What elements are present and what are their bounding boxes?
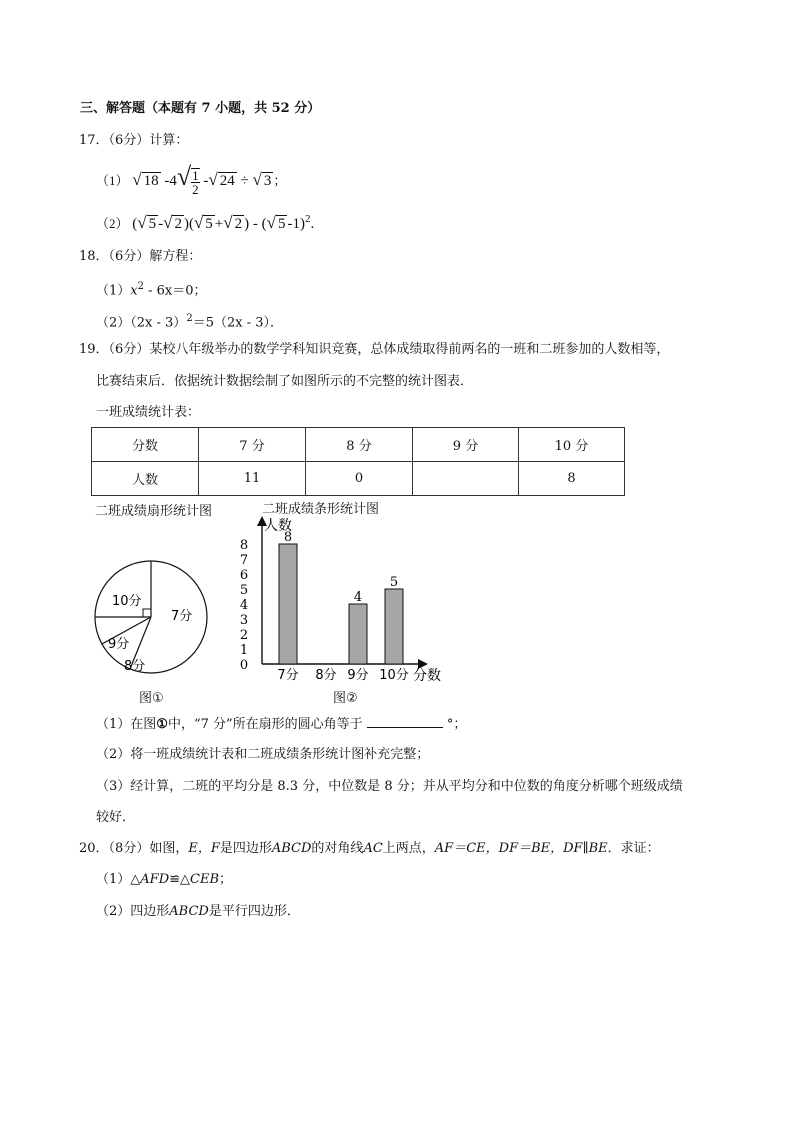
y-tick-label: 3 (239, 613, 249, 628)
q19-sub1-d: °； (446, 717, 467, 732)
x-tick-label: 7分 (277, 668, 299, 683)
q18-stem: 18．（6分）解方程： (79, 249, 202, 264)
table-cell: 0 (306, 462, 413, 496)
q17-p2-op4: ) - ( (244, 216, 267, 232)
section-heading: 三、解答题（本题有 7 小题，共 52 分） (80, 101, 321, 116)
q20-sub2-a: （2）四边形 (96, 904, 170, 919)
q19-sub1-c: 中，“7 分”所在扇形的圆心角等于 (167, 717, 363, 732)
table-header-cell: 分数 (92, 428, 199, 462)
y-axis-label: 人数 (264, 518, 292, 534)
q18-p1-exponent: 2 (137, 281, 144, 292)
q17-p2-op2: )( (183, 216, 194, 232)
bar-7分 (279, 544, 297, 664)
pie-label-8: 8分 (124, 659, 146, 674)
bar-chart (230, 512, 460, 687)
q19-sub1-circled: ① (156, 717, 168, 732)
sqrt-5-a: √ 5 (137, 213, 157, 232)
x-axis-label: 分数 (413, 668, 441, 684)
y-tick-label: 4 (239, 598, 249, 613)
q18-part1 (96, 278, 207, 300)
table-cell: 8 (519, 462, 625, 496)
q20-stem-points: E，F (188, 841, 220, 856)
pie-chart (86, 552, 216, 682)
q20-sub1-end: ； (219, 872, 233, 887)
q17-coefficient: -4 (164, 173, 177, 189)
q18-p1-var: x (130, 283, 138, 299)
y-tick-label: 1 (239, 643, 249, 658)
q19-sub3-line2: 较好． (96, 810, 136, 825)
class1-score-table (91, 427, 625, 496)
sqrt-2-a: √ 2 (163, 213, 182, 232)
y-tick-label: 8 (239, 538, 249, 553)
q20-stem (79, 840, 660, 858)
q19-table-title: 一班成绩统计表： (96, 405, 201, 420)
table-header-row (92, 428, 625, 462)
bar-value-label: 5 (389, 575, 399, 590)
y-tick-label: 2 (239, 628, 249, 643)
x-tick-label: 9分 (347, 668, 369, 683)
bar-9分 (349, 604, 367, 664)
q17-part2 (96, 208, 314, 235)
table-header-cell: 7 分 (199, 428, 306, 462)
q20-sub1-tri1: AFD (140, 872, 170, 887)
q20-sub1 (96, 871, 232, 889)
q17-p2-op5: -1) (287, 216, 305, 232)
q19-stem-line2: 比赛结束后．依据统计数据绘制了如图所示的不完整的统计图表． (96, 374, 474, 389)
q17-p1-end: ； (273, 173, 287, 188)
q20-stem-e: 的对角线 (311, 841, 364, 856)
pie-caption: 图① (139, 691, 164, 706)
table-row (92, 462, 625, 496)
q20-sub2-c: 是平行四边形． (208, 904, 300, 919)
q20-sub1-tri2: CEB (190, 872, 220, 887)
q19-sub1-a: （1）在图 (96, 717, 157, 732)
q17-p2-end: . (310, 216, 315, 232)
q18-p2-left: （2x - 3） (130, 315, 187, 331)
q19-sub2: （2）将一班成绩统计表和二班成绩条形统计图补充完整； (96, 747, 430, 762)
y-tick-label: 7 (239, 553, 249, 568)
q17-minus: - (203, 173, 209, 189)
q20-stem-quad: ABCD (271, 841, 312, 856)
pie-label-10: 10分 (112, 594, 142, 609)
q17-part1 (96, 163, 286, 196)
q20-stem-c: 是四边形 (219, 841, 272, 856)
y-tick-label: 6 (239, 568, 249, 583)
bar-10分 (385, 589, 403, 664)
sqrt-2-b: √ 2 (223, 213, 243, 232)
q17-part2-label: （2） (96, 216, 129, 231)
q19-sub1 (96, 715, 466, 734)
x-tick-label: 10分 (379, 668, 409, 683)
q18-p2-rest: ＝5（2x - 3）． (192, 315, 283, 331)
table-header-cell: 8 分 (306, 428, 413, 462)
q19-sub3-line1: （3）经计算，二班的平均分是 8.3 分，中位数是 8 分；并从平均分和中位数的角度分析哪个班级成绩 (96, 779, 683, 794)
q20-stem-i: ．求证： (607, 841, 660, 856)
pie-chart-title: 二班成绩扇形统计图 (95, 504, 213, 519)
pie-label-9: 9分 (108, 637, 130, 652)
q20-sub2 (96, 903, 300, 921)
q19-stem-line1: 19．（6分）某校八年级举办的数学学科知识竞赛，总体成绩取得前两名的一班和二班参加的人数相等， (79, 342, 670, 357)
q17-stem: 17．（6分）计算： (79, 133, 189, 148)
y-tick-label: 5 (239, 583, 249, 598)
bar-value-label: 4 (353, 590, 363, 605)
table-header-cell: 9 分 (413, 428, 519, 462)
q17-p2-exponent: 2 (304, 213, 311, 225)
q20-stem-conditions: AF＝CE，DF＝BE，DF∥BE (434, 841, 608, 856)
q17-divide: ÷ (240, 173, 249, 189)
pie-label-7: 7分 (171, 609, 193, 624)
q18-part1-label: （1） (96, 283, 131, 299)
sqrt-24: √ 24 (208, 170, 235, 189)
sqrt-18: √ 18 (132, 170, 159, 189)
q17-p2-paren: ( (132, 216, 138, 232)
q20-stem-g: 上两点， (382, 841, 435, 856)
table-cell-blank (413, 462, 519, 496)
table-header-cell: 10 分 (519, 428, 625, 462)
q17-part1-label: （1） (96, 173, 129, 188)
sqrt-half: √ $\frac{1}{2}$ (176, 162, 199, 197)
q20-stem-a: 20．（8分）如图， (79, 841, 189, 856)
sqrt-5-c: √ 5 (266, 213, 286, 232)
q20-sub1-congruent: ≌△ (169, 872, 191, 887)
q18-part2-label: （2） (96, 315, 131, 331)
q20-sub2-quad: ABCD (169, 904, 209, 919)
q18-part2 (96, 310, 283, 332)
sqrt-3: √ 3 (252, 170, 272, 189)
x-tick-label: 8分 (315, 668, 337, 683)
q18-p1-rest: - 6x＝0； (144, 283, 207, 299)
bar-chart-title: 二班成绩条形统计图 (262, 502, 380, 517)
q18-p2-exponent: 2 (186, 313, 193, 324)
q17-p2-op1: - (158, 216, 164, 232)
bar-value-label: 8 (283, 530, 293, 545)
answer-blank[interactable] (367, 715, 443, 728)
q20-sub1-a: （1）△ (96, 872, 141, 887)
sqrt-5-b: √ 5 (193, 213, 213, 232)
y-tick-label: 0 (239, 658, 249, 673)
q17-p2-op3: + (214, 216, 224, 232)
bar-caption: 图② (333, 691, 358, 706)
table-cell: 11 (199, 462, 306, 496)
table-cell: 人数 (92, 462, 199, 496)
q20-stem-diag: AC (363, 841, 383, 856)
